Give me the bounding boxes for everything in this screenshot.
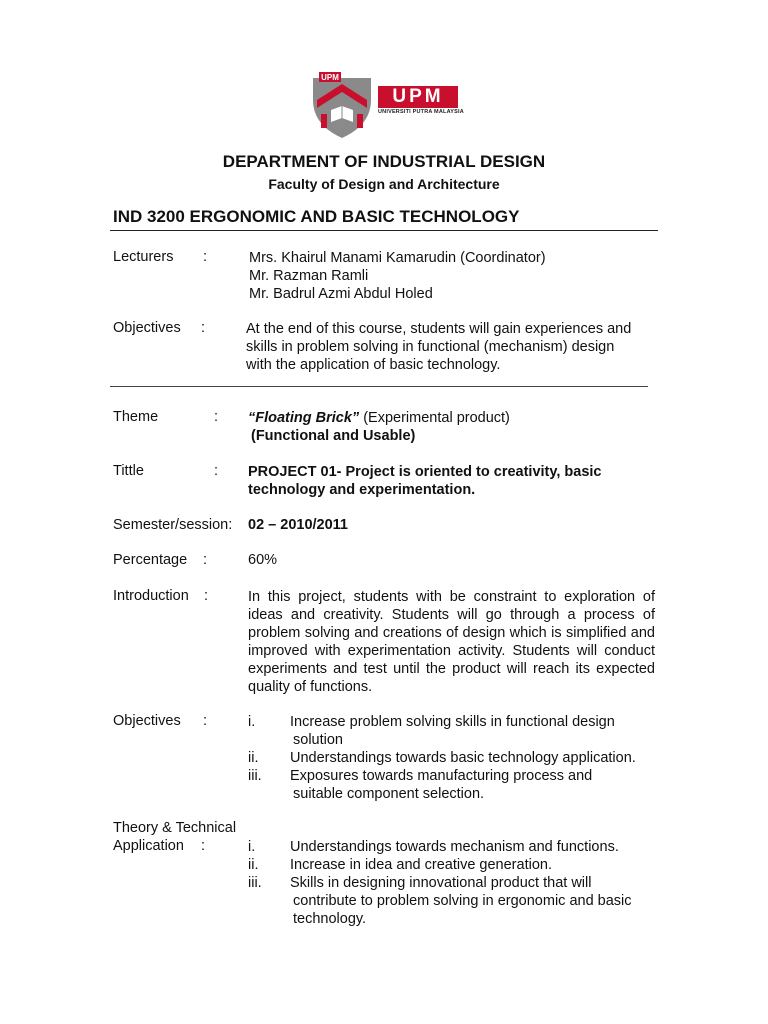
faculty-name: Faculty of Design and Architecture (268, 176, 500, 192)
shield-lines (321, 114, 327, 128)
theme-subtitle: (Functional and Usable) (251, 428, 416, 444)
lecturer-name: Mr. Badrul Azmi Abdul Holed (249, 286, 433, 302)
department-title: DEPARTMENT OF INDUSTRIAL DESIGN (222, 152, 546, 171)
title-divider (110, 230, 658, 231)
list-item: iii. Exposures towards manufacturing process and (248, 768, 593, 784)
lecturer-name: Mrs. Khairul Manami Kamarudin (Coordinator) (249, 250, 546, 266)
theory-list (248, 838, 668, 928)
title-value (248, 463, 602, 499)
percentage-colon: : (203, 552, 208, 568)
percentage-value: 60% (248, 552, 278, 568)
project-objectives-colon: : (203, 713, 208, 729)
theory-label-cont: Application (113, 838, 184, 854)
title-colon: : (214, 463, 219, 479)
introduction-colon: : (204, 588, 209, 604)
semester-value: 02 – 2010/2011 (248, 517, 348, 533)
upm-wordmark: UPM (378, 86, 458, 108)
course-title: IND 3200 ERGONOMIC AND BASIC TECHNOLOGY (113, 207, 520, 226)
list-item-cont: technology. (293, 911, 367, 927)
badge-text: UPM (321, 73, 339, 82)
section-divider (110, 386, 648, 387)
objective-line: At the end of this course, students will gain experiences and (246, 321, 632, 337)
theme-title: “Floating Brick” (248, 410, 360, 426)
theme-value (248, 409, 510, 445)
theory-label: Theory & Technical (113, 820, 237, 836)
theme-colon: : (214, 409, 219, 425)
percentage-label: Percentage (113, 552, 188, 568)
project-objectives-label: Objectives (113, 713, 181, 729)
project-description-cont: technology and experimentation. (248, 482, 476, 498)
lecturers-list (249, 249, 546, 303)
list-item: i. Increase problem solving skills in functional design (248, 714, 615, 730)
theme-note: (Experimental product) (359, 410, 510, 426)
course-objectives-text (246, 320, 631, 374)
course-objectives-label: Objectives (113, 320, 181, 336)
introduction-text: In this project, students with be constraint to exploration of ideas and creativity. Students will go through a process of problem solving and creations of design which is simplified and improved with experimentation activity. Students will conduct experiments and test until the product will reach its expected quality of functions. (248, 589, 655, 695)
project-number: PROJECT 01 (248, 464, 337, 480)
project-objectives-list (248, 713, 668, 803)
list-item: ii. Understandings towards basic technology application. (248, 750, 636, 766)
introduction-label: Introduction (113, 588, 189, 604)
objective-line: skills in problem solving in functional (mechanism) design (246, 339, 615, 355)
theme-label: Theme (113, 409, 159, 425)
title-label: Tittle (113, 463, 144, 479)
university-name: UNIVERSITI PUTRA MALAYSIA (378, 109, 464, 115)
list-item-cont: suitable component selection. (293, 786, 485, 802)
list-item: iii. Skills in designing innovational product that will (248, 875, 592, 891)
lecturers-label: Lecturers (113, 249, 174, 265)
theory-colon: : (201, 838, 206, 854)
lecturers-colon: : (203, 249, 208, 265)
list-item: i. Understandings towards mechanism and functions. (248, 839, 619, 855)
list-item: ii. Increase in idea and creative generation. (248, 857, 552, 873)
course-objectives-colon: : (201, 320, 206, 336)
objective-line: with the application of basic technology. (246, 357, 501, 373)
list-item-cont: solution (293, 732, 343, 748)
lecturer-name: Mr. Razman Ramli (249, 268, 369, 284)
semester-label: Semester/session: (113, 517, 233, 533)
list-item-cont: contribute to problem solving in ergonomic and basic (293, 893, 632, 909)
project-description: - Project is oriented to creativity, basic (336, 464, 602, 480)
